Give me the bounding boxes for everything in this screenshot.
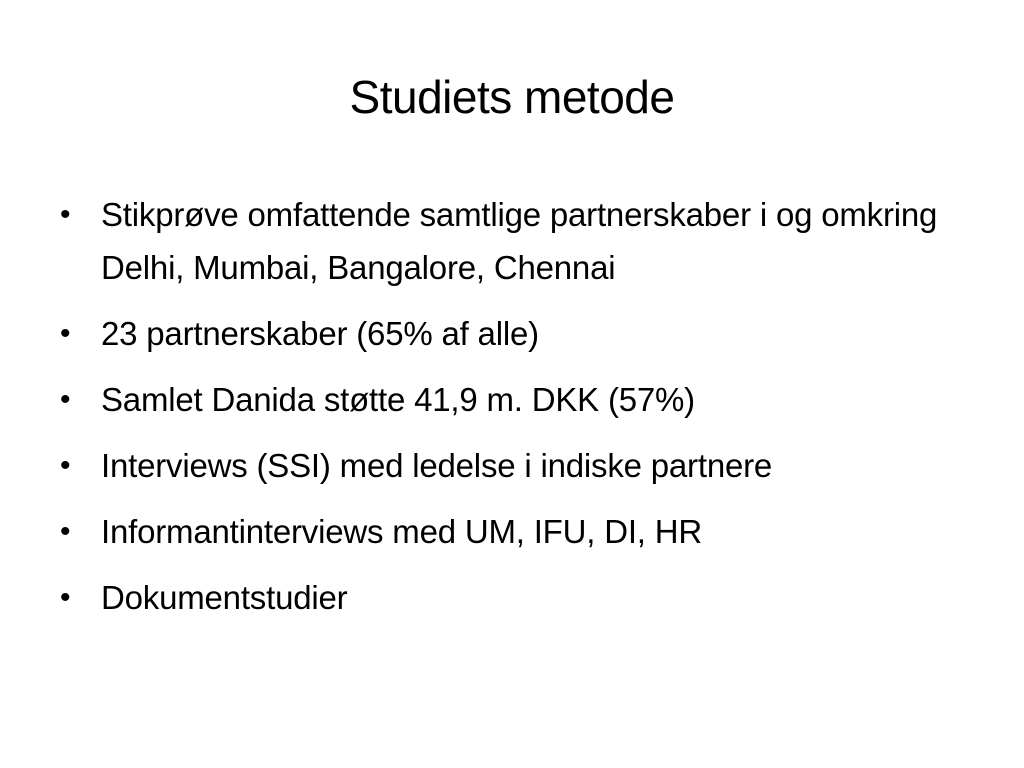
bullet-text: Interviews (SSI) med ledelse i indiske partnere (101, 447, 773, 484)
bullet-text: Stikprøve omfattende samtlige partnerskaber i og omkring Delhi, Mumbai, Bangalore, Chennai (101, 196, 938, 286)
slide-title: Studiets metode (349, 71, 675, 123)
bullet-list (56, 188, 976, 637)
bullet-text: Dokumentstudier (101, 579, 348, 616)
bullet-icon: • (60, 449, 71, 482)
bullet-item (56, 307, 976, 360)
bullet-icon: • (60, 581, 71, 614)
bullet-icon: • (60, 198, 71, 231)
bullet-icon: • (60, 317, 71, 350)
bullet-text: 23 partnerskaber (65% af alle) (101, 315, 539, 352)
bullet-item (56, 439, 976, 492)
bullet-item (56, 505, 976, 558)
bullet-item (56, 188, 976, 294)
bullet-text: Samlet Danida støtte 41,9 m. DKK (57%) (101, 381, 695, 418)
bullet-icon: • (60, 515, 71, 548)
bullet-item (56, 373, 976, 426)
bullet-icon: • (60, 383, 71, 416)
bullet-text: Informantinterviews med UM, IFU, DI, HR (101, 513, 702, 550)
bullet-item (56, 571, 976, 624)
